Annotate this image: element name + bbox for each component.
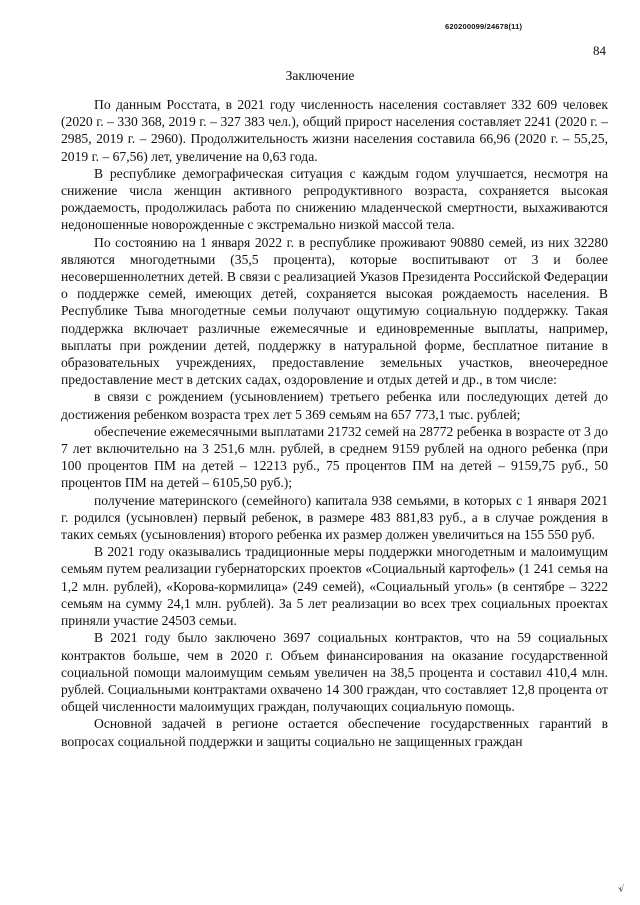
paragraph-population: По данным Росстата, в 2021 году численность населения составляет 332 609 человек (2020 г. – 330 368, 2019 г. – 327 383 чел.), общий прирост населения составляет 2241 (2020 г. – 2985, 2019 г. – 2960). Продолжительность жизни населения составила 66,96 (2020 г. – 55,25, 2019 г. – 67,56) лет, увеличение на 0,63 года. — [61, 97, 608, 164]
paragraph-main-task: Основной задачей в регионе остается обеспечение государственных гарантий в вопросах социальной поддержки и защиты социально не защищенных граждан — [61, 716, 608, 749]
paragraph-monthly-payments: обеспечение ежемесячными выплатами 21732 семей на 28772 ребенка в возрасте от 3 до 7 лет включительно на 3 251,6 млн. рублей, в среднем 9159 рублей на одного ребенка (при 100 процентов ПМ на детей – 12213 руб., 75 процентов ПМ на детей – 9159,75 руб., 50 процентов ПМ на детей – 6105,50 руб.); — [61, 423, 608, 491]
document-body — [61, 96, 608, 750]
corner-handwritten-mark: ɤ∕ — [616, 882, 626, 894]
paragraph-social-contracts: В 2021 году было заключено 3697 социальных контрактов, что на 59 социальных контрактов больше, чем в 2020 г. Объем финансирования на оказание государственной социальной помощи малоимущим семьям увеличен на 38,5 процента и составил 410,4 млн. рублей. Социальными контрактами охвачено 14 300 граждан, что составляет 12,8 процента от общей численности малоимущих граждан, получающих социальную помощь. — [61, 630, 608, 715]
document-id: 620200099/24678(11) — [445, 22, 523, 31]
paragraph-families: По состоянию на 1 января 2022 г. в республике проживают 90880 семей, из них 32280 являются многодетными (35,5 процента), которые воспитывают от 3 и более несовершеннолетних детей. В связи с реализацией Указов Президента Российской Федерации о поддержке семей, имеющих детей, сохраняется высокая рождаемость населения. В Республике Тыва многодетные семьи получают ощутимую социальную поддержку. Такая поддержка включает различные ежемесячные и единовременные выплаты, например, выплаты при рождении детей, поддержку в натуральной форме, бесплатное питание в образовательных учреждениях, предоставление земельных участков, внеочередное предоставление мест в детских садах, оздоровление и отдых детей и др., в том числе: — [61, 234, 608, 388]
paragraph-third-child: в связи с рождением (усыновлением) третьего ребенка или последующих детей до достижения ребенком возраста трех лет 5 369 семьям на 657 773,1 тыс. рублей; — [61, 389, 608, 422]
page-number: 84 — [593, 43, 606, 58]
paragraph-maternal-capital: получение материнского (семейного) капитала 938 семьями, в которых с 1 января 2021 г. родился (усыновлен) первый ребенок, в размере 483 881,83 руб., а в случае рождения в таких семьях (усыновления) второго ребенка их размер должен увеличиться на 155 550 руб. — [61, 492, 608, 543]
section-title: Заключение — [285, 68, 355, 83]
paragraph-governor-projects: В 2021 году оказывались традиционные меры поддержки многодетным и малоимущим семьям путем реализации губернаторских проектов «Социальный картофель» (1 241 семья на 1,2 млн. рублей), «Корова-кормилица» (249 семей), «Социальный уголь» (в сентябре – 3222 семьям на сумму 24,1 млн. рублей). За 5 лет реализации во всех трех социальных проектах приняли участие 24503 семьи. — [61, 544, 608, 629]
paragraph-demographics: В республике демографическая ситуация с каждым годом улучшается, несмотря на снижение числа женщин активного репродуктивного возраста, сохраняется высокая рождаемость, продолжилась работа по снижению младенческой смертности, выхаживаются недоношенные новорожденные с экстремально низкой массой тела. — [61, 165, 608, 233]
